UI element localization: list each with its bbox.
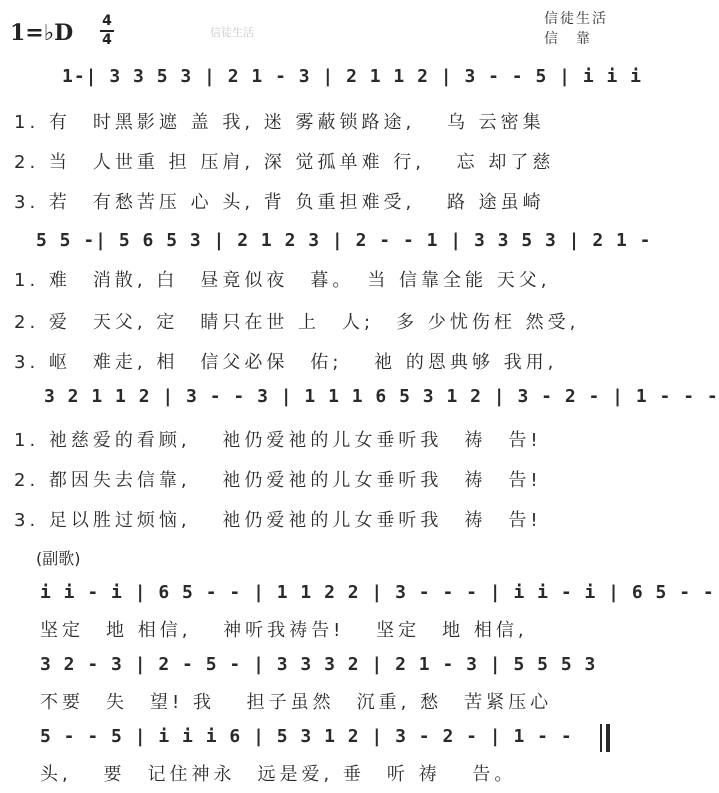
notes-line-2: 5 5 -| 5 6 5 3 | 2 1 2 3 | 2 - - 1 | 3 3 5 3 | 2 1 -: [36, 230, 652, 251]
notes-line-3: 3 2 1 1 2 | 3 - - 3 | 1 1 1 6 5 3 1 2 | 3 - 2 - | 1 - - -: [44, 386, 719, 407]
lyric-line-3-verse-3: 3. 足以胜过烦恼, 祂仍爱祂的儿女垂听我 祷 告!: [14, 510, 542, 531]
time-signature-bottom: 4: [102, 32, 112, 48]
final-thin-bar: [600, 724, 602, 752]
ghost-title: 信徒生活: [210, 26, 254, 39]
notes-line-1: 1-| 3 3 5 3 | 2 1 - 3 | 2 1 1 2 | 3 - - 5 | i i i: [62, 66, 643, 87]
key-signature: 1=♭D: [10, 20, 74, 46]
chorus-lyric-line-1: 坚定 地 相信, 神听我祷告! 坚定 地 相信,: [40, 620, 528, 641]
chorus-notes-line-1: i i - i | 6 5 - - | 1 1 2 2 | 3 - - - | i i - i | 6 5 - -: [40, 582, 715, 603]
lyric-line-3-verse-1: 1. 祂慈爱的看顾, 祂仍爱祂的儿女垂听我 祷 告!: [14, 430, 542, 451]
chorus-lyric-line-2: 不要 失 望! 我 担子虽然 沉重, 愁 苦紧压心: [40, 692, 553, 713]
lyric-line-3-verse-2: 2. 都因失去信靠, 祂仍爱祂的儿女垂听我 祷 告!: [14, 470, 542, 491]
credits: [544, 8, 608, 48]
chorus-notes-line-3: 5 - - 5 | i i i 6 | 5 3 1 2 | 3 - 2 - | 1 - -: [40, 726, 573, 747]
lyric-line-2-verse-1: 1. 难 消散, 白 昼竟似夜 暮。 当 信靠全能 天父,: [14, 270, 551, 291]
lyric-line-2-verse-2: 2. 爱 天父, 定 睛只在世 上 人; 多 少忧伤枉 然受,: [14, 312, 580, 333]
time-signature-top: 4: [102, 13, 112, 29]
chorus-label: (副歌): [36, 549, 81, 568]
credit-line-1: 信徒生活: [544, 11, 608, 27]
lyric-line-1-verse-1: 1. 有 时黑影遮 盖 我, 迷 雾蔽锁路途, 乌 云密集: [14, 112, 545, 133]
chorus-notes-line-2: 3 2 - 3 | 2 - 5 - | 3 3 3 2 | 2 1 - 3 | 5 5 5 3: [40, 654, 597, 675]
time-signature: [100, 14, 114, 48]
lyric-line-2-verse-3: 3. 岖 难走, 相 信父必保 佑; 祂 的恩典够 我用,: [14, 352, 558, 373]
lyric-line-1-verse-3: 3. 若 有愁苦压 心 头, 背 负重担难受, 路 途虽崎: [14, 192, 545, 213]
lyric-line-1-verse-2: 2. 当 人世重 担 压肩, 深 觉孤单难 行, 忘 却了慈: [14, 152, 555, 173]
credit-line-2: 信 靠: [544, 31, 592, 47]
chorus-lyric-line-3: 头, 要 记住神永 远是爱, 垂 听 祷 告。: [40, 764, 517, 785]
final-thick-bar: [606, 724, 610, 752]
